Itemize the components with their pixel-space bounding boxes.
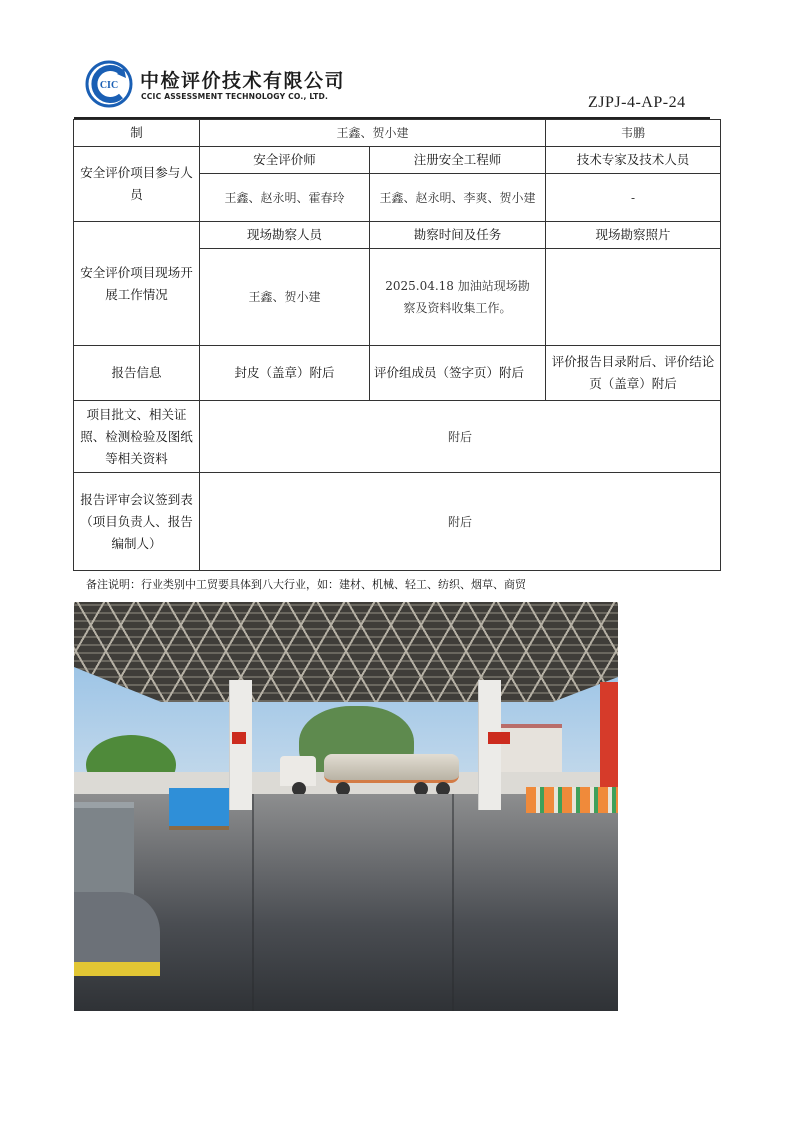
table-row-attachments [74, 401, 721, 473]
document-code: ZJPJ-4-AP-24 [588, 94, 686, 111]
table-row-participants-header [74, 147, 721, 174]
svg-text:CIC: CIC [99, 80, 119, 91]
header-safety-assessor: 安全评价师 [200, 147, 370, 174]
header-tech-experts: 技术专家及技术人员 [546, 147, 721, 174]
photo-pillar-sign [232, 732, 246, 744]
table-row-review-meeting [74, 473, 721, 571]
company-name-cn: 中检评价技术有限公司 [140, 70, 346, 92]
ccic-logo-icon [84, 59, 134, 109]
row-label-prepare: 制 [74, 120, 200, 147]
photo-trash-bin [74, 802, 134, 896]
table-row-prepare [74, 120, 721, 147]
photo-pillar-sign [488, 732, 510, 744]
header-site-surveyors: 现场勘察人员 [200, 222, 370, 249]
photo-pillar [478, 680, 501, 810]
compilers-cell: 王鑫、贺小建 [200, 120, 546, 147]
row-label-participants: 安全评价项目参与人员 [74, 147, 200, 222]
photo-ground-lines [74, 794, 618, 1011]
company-name-en: CCIC ASSESSMENT TECHNOLOGY CO., LTD. [141, 92, 329, 101]
photo-canopy [74, 602, 618, 702]
project-info-table [73, 119, 721, 571]
site-photos-cell [546, 249, 721, 346]
table-row-site-header [74, 222, 721, 249]
registered-engineer-names: 王鑫、赵永明、李爽、贺小建 [370, 174, 546, 222]
row-label-report-info: 报告信息 [74, 346, 200, 401]
photo-water-pallet [169, 788, 229, 830]
photo-pump-island [74, 892, 160, 976]
photo-red-panel [600, 682, 618, 792]
photo-tanker [324, 754, 459, 783]
header-survey-time-task: 勘察时间及任务 [370, 222, 546, 249]
photo-bags [526, 787, 618, 813]
toc-conclusion-attached: 评价报告目录附后、评价结论页（盖章）附后 [546, 346, 721, 401]
header-site-photos: 现场勘察照片 [546, 222, 721, 249]
site-surveyor-names: 王鑫、贺小建 [200, 249, 370, 346]
row-label-site-work: 安全评价项目现场开展工作情况 [74, 222, 200, 346]
review-meeting-value: 附后 [200, 473, 721, 571]
row-label-review-meeting: 报告评审会议签到表（项目负责人、报告编制人） [74, 473, 200, 571]
remark-note: 备注说明：行业类别中工贸要具体到八大行业，如：建材、机械、轻工、纺织、烟草、商贸 [86, 578, 526, 591]
site-photo [74, 602, 618, 1011]
cover-attached: 封皮（盖章）附后 [200, 346, 370, 401]
row-label-attachments: 项目批文、相关证照、检测检验及图纸等相关资料 [74, 401, 200, 473]
reviewer-cell: 韦鹏 [546, 120, 721, 147]
header-registered-engineer: 注册安全工程师 [370, 147, 546, 174]
table-row-report-info [74, 346, 721, 401]
attachments-value: 附后 [200, 401, 721, 473]
safety-assessor-names: 王鑫、赵永明、霍春玲 [200, 174, 370, 222]
survey-time-task: 2025.04.18 加油站现场勘察及资料收集工作。 [370, 249, 546, 346]
team-signature-attached: 评价组成员（签字页）附后 [370, 346, 546, 401]
tech-expert-names: - [546, 174, 721, 222]
photo-pillar [229, 680, 252, 810]
